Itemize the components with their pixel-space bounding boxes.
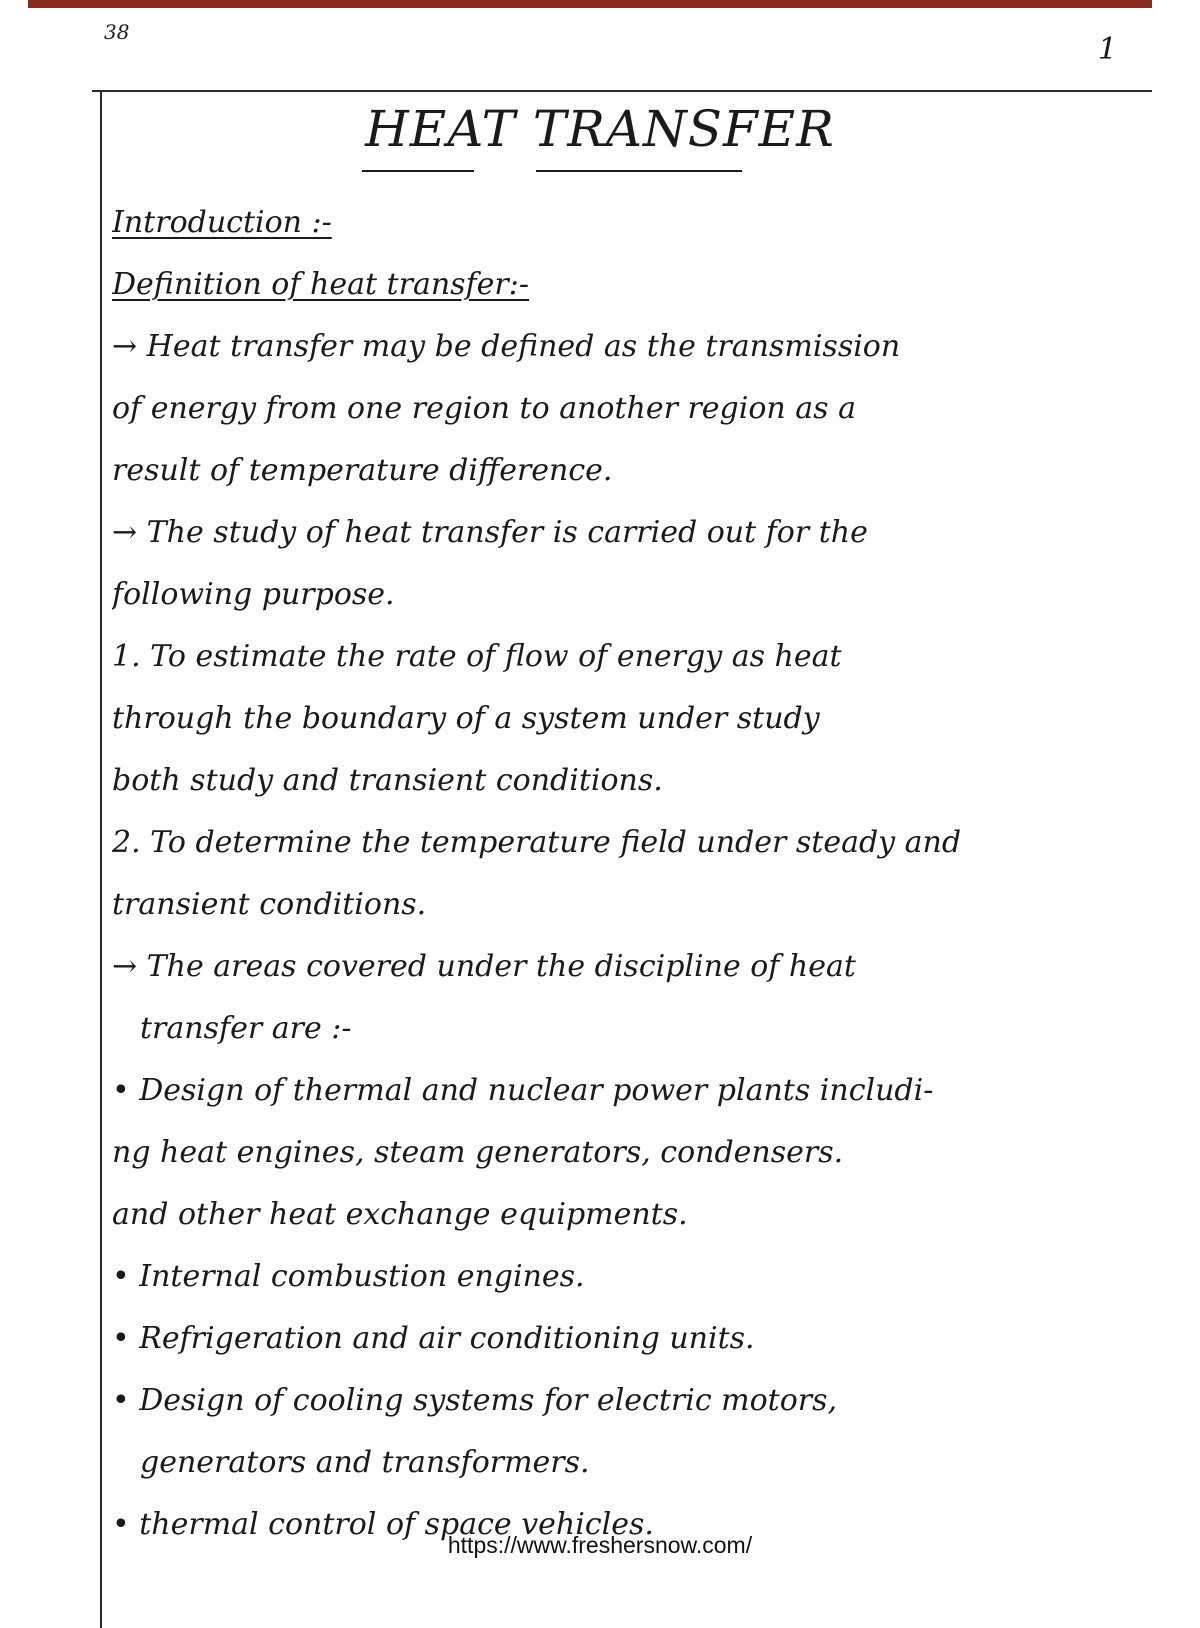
bullet-item: • Internal combustion engines. — [112, 1259, 585, 1294]
margin-rule — [100, 90, 102, 1628]
notes-body — [112, 192, 1132, 1556]
header-rule — [92, 90, 1152, 92]
scan-top-edge — [28, 0, 1152, 8]
watermark-url: https://www.freshersnow.com/ — [447, 1532, 753, 1558]
title-underline-heat — [362, 170, 474, 172]
note-line: transient conditions. — [112, 887, 427, 922]
bullet-item: • Refrigeration and air conditioning units. — [112, 1321, 755, 1356]
bullet-item: • Design of thermal and nuclear power plants includi- — [112, 1073, 934, 1108]
bullet-item: • thermal control of space vehicles. — [112, 1507, 654, 1542]
note-line: transfer are :- — [140, 1011, 352, 1046]
note-line: → The study of heat transfer is carried out for the — [112, 515, 868, 550]
section-heading-introduction: Introduction :- — [112, 205, 332, 240]
note-line: following purpose. — [112, 577, 395, 612]
note-line: → Heat transfer may be defined as the transmission — [112, 329, 901, 364]
note-line: → The areas covered under the discipline of heat — [112, 949, 856, 984]
page-number: 1 — [1098, 32, 1118, 67]
note-line: both study and transient conditions. — [112, 763, 663, 798]
note-line: and other heat exchange equipments. — [112, 1197, 688, 1232]
note-line: ng heat engines, steam generators, condensers. — [112, 1135, 844, 1170]
title-underline-transfer — [536, 170, 742, 172]
corner-number: 38 — [104, 20, 130, 44]
note-line: 1. To estimate the rate of flow of energy as heat — [112, 639, 842, 674]
note-line: generators and transformers. — [140, 1445, 590, 1480]
note-line: of energy from one region to another region as a — [112, 391, 856, 426]
subheading-definition: Definition of heat transfer:- — [112, 267, 529, 302]
note-line: result of temperature difference. — [112, 453, 613, 488]
note-line: through the boundary of a system under study — [112, 701, 820, 736]
bullet-item: • Design of cooling systems for electric motors, — [112, 1383, 838, 1418]
page-title: HEAT TRANSFER — [365, 100, 835, 158]
note-line: 2. To determine the temperature field under steady and — [112, 825, 962, 860]
